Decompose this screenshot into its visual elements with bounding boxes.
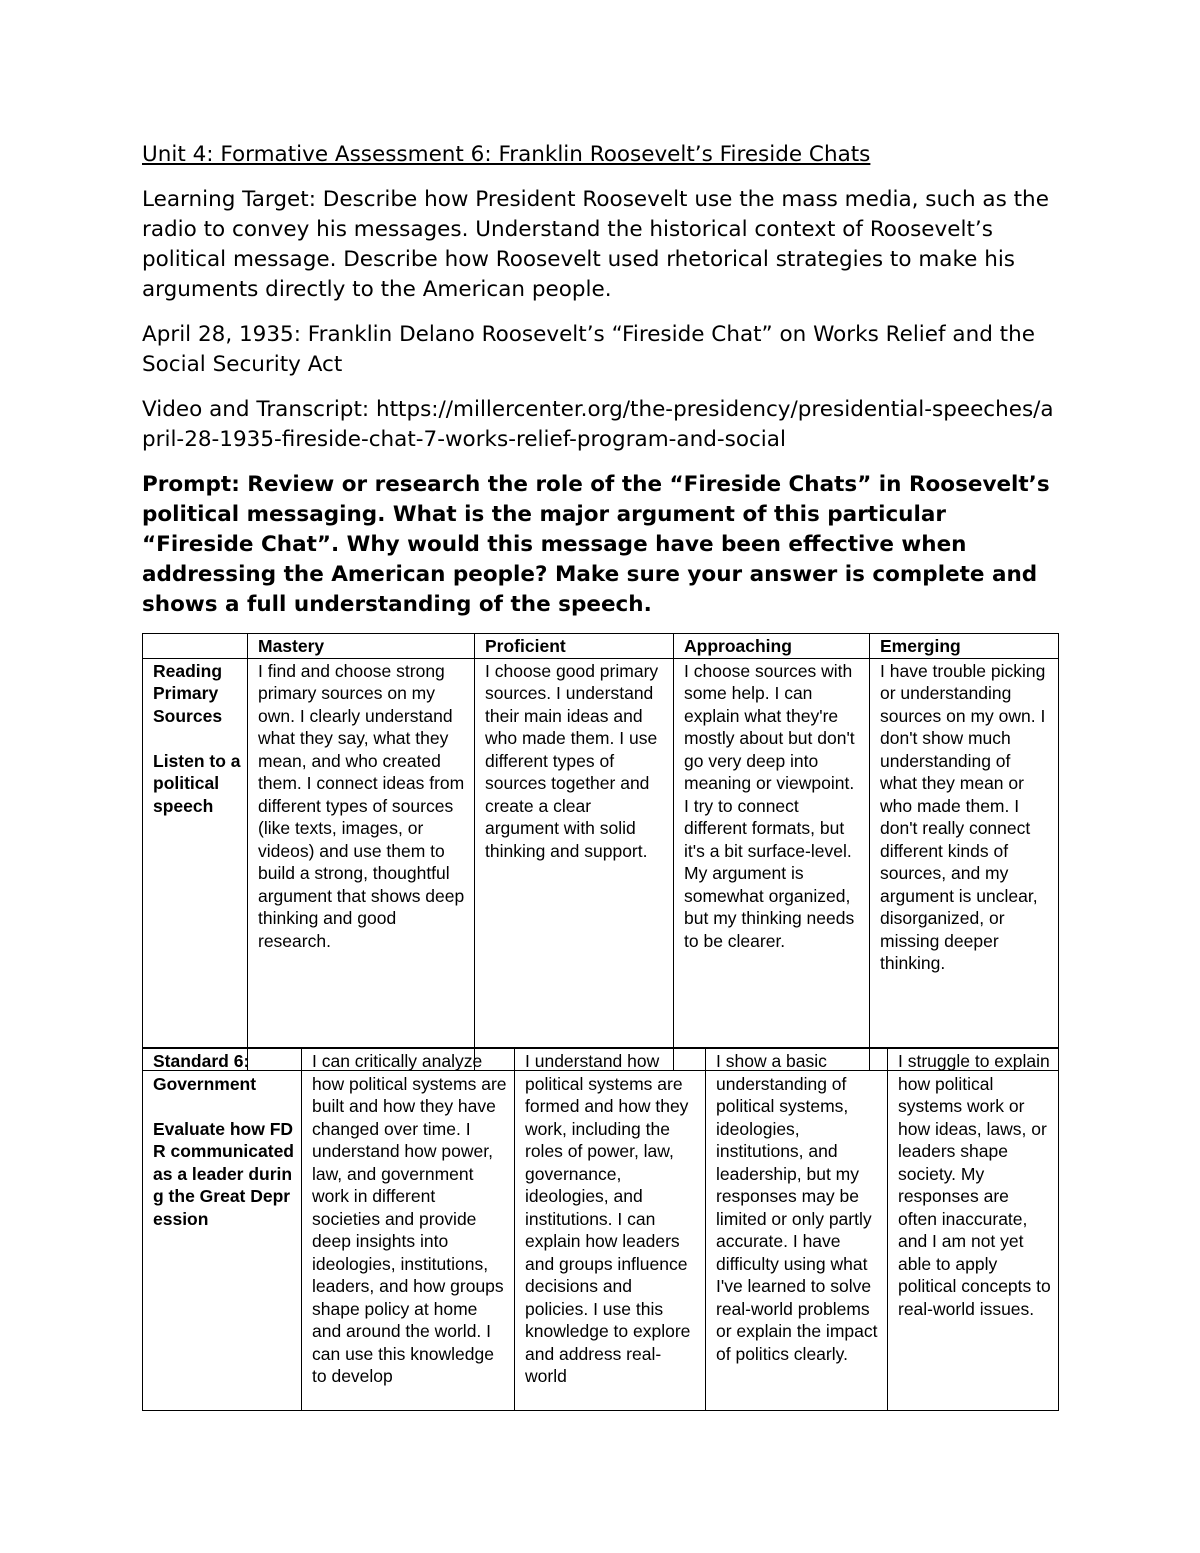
rubric-cell-emerging: I struggle to explain how political systems work or how ideas, laws, or leaders shape society. My responses are often inaccurate, and I am not yet able to apply political concepts to real-world issues. xyxy=(888,1048,1059,1411)
video-transcript-link: Video and Transcript: https://millercenter.org/the-presidency/presidential-speeches/april-28-1935-fireside-chat-7-works-relief-program-and-social xyxy=(142,397,1054,452)
row-header-standard-6 xyxy=(143,1048,302,1411)
rubric-cell-proficient: I choose good primary sources. I understand their main ideas and who made them. I use different types of sources together and create a clear argument with solid thinking and support. xyxy=(475,658,674,1070)
row-header-line: Standard 6: Government xyxy=(153,1051,257,1094)
row-header-reading-sources xyxy=(143,658,248,1070)
prompt-text: Prompt: Review or research the role of the “Fireside Chats” in Roosevelt’s political messaging. What is the major argument of this particular “Fireside Chat”. Why would this message have been effective when addressing the American people? Make sure your answer is complete and shows a full understanding of the speech. xyxy=(142,472,1050,617)
rubric-cell-mastery: I can critically analyze how political systems are built and how they have changed over time. I understand how power, law, and government work in different societies and provide deep insights into ideologies, institutions, leaders, and how groups shape policy at home and around the world. I can use this knowledge to develop xyxy=(302,1048,515,1411)
rubric-cell-approaching: I show a basic understanding of political systems, ideologies, institutions, and leadership, but my responses may be limited or only partly accurate. I have difficulty using what I've learned to solve real-world problems or explain the impact of politics clearly. xyxy=(706,1048,888,1411)
row-header-line: Reading Primary Sources xyxy=(153,660,223,726)
rubric-cell-proficient: I understand how political systems are formed and how they work, including the roles of power, law, governance, ideologies, and institutions. I can explain how leaders and groups influence decisions and policies. I use this knowledge to explore and address real-world xyxy=(515,1048,706,1411)
rubric-table-2 xyxy=(142,1047,1059,1411)
speech-description: April 28, 1935: Franklin Delano Roosevelt’s “Fireside Chat” on Works Relief and the Social Security Act xyxy=(142,322,1035,377)
column-header-approaching: Approaching xyxy=(674,634,870,659)
rubric-cell-mastery: I find and choose strong primary sources on my own. I clearly understand what they say, what they mean, and who created them. I connect ideas from different types of sources (like texts, images, or videos) and use them to build a strong, thoughtful argument that shows deep thinking and good research. xyxy=(248,658,475,1070)
rubric-table-1 xyxy=(142,633,1059,1071)
document-page xyxy=(142,140,1060,620)
rubric-cell-emerging: I have trouble picking or understanding sources on my own. I don't show much understanding of what they mean or who made them. I don't really connect different kinds of sources, and my argument is unclear, disorganized, or missing deeper thinking. xyxy=(870,658,1059,1070)
table-row xyxy=(143,1048,1059,1411)
rubric-header-row xyxy=(143,634,1059,659)
page-title: Unit 4: Formative Assessment 6: Franklin Roosevelt’s Fireside Chats xyxy=(142,142,871,167)
table-row xyxy=(143,658,1059,1070)
rubric-cell-approaching: I choose sources with some help. I can explain what they're mostly about but don't go very deep into meaning or viewpoint. I try to connect different formats, but it's a bit surface-level. My argument is somewhat organized, but my thinking needs to be clearer. xyxy=(674,658,870,1070)
row-header-line: Evaluate how FDR communicated as a leader during the Great Depression xyxy=(153,1118,294,1229)
column-header-mastery: Mastery xyxy=(248,634,475,659)
column-header-proficient: Proficient xyxy=(475,634,674,659)
learning-target: Learning Target: Describe how President Roosevelt use the mass media, such as the radio to convey his messages. Understand the historical context of Roosevelt’s political message. Describe how Roosevelt used rhetorical strategies to make his arguments directly to the American people. xyxy=(142,187,1049,302)
column-header-emerging: Emerging xyxy=(870,634,1059,659)
row-header-line: Listen to a political speech xyxy=(153,750,241,816)
corner-cell xyxy=(143,634,248,659)
